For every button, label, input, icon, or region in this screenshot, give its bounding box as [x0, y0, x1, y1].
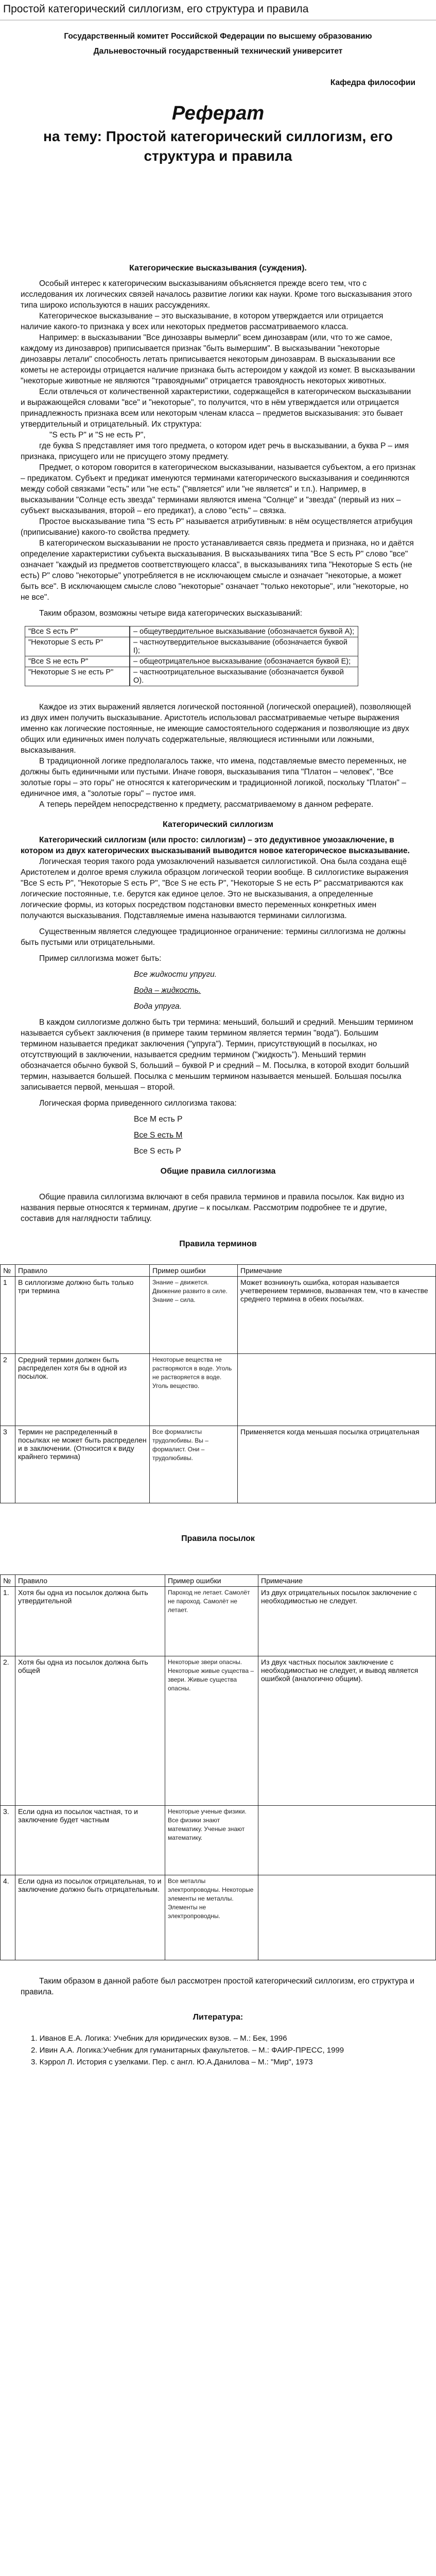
paragraph: Например: в высказывании "Все динозавры вымерли" всем динозаврам (или, что то же самое, каждому из динозавров) приписывается признак "быть вымершим". В высказывании "некоторые динозавры летали" способность летать приписывается некоторым динозаврам. В высказывании все кометы не астероиды отрицается наличие признака быть астероидом у каждой из комет. В высказывании "некоторые животные не являются "травоядными" отрицается травоядность некоторых животных.	[21, 333, 415, 385]
note-cell	[238, 1354, 436, 1426]
form-line: Все S есть P	[134, 1147, 181, 1156]
committee-line: Государственный комитет Российской Федерации по высшему образованию	[64, 32, 372, 41]
note-cell: Из двух отрицательных посылок заключение с необходимостью не следует.	[258, 1587, 436, 1656]
column-header: Примечание	[238, 1265, 436, 1277]
university-line: Дальневосточный государственный технический университет	[93, 47, 343, 56]
document-title: Реферат	[171, 103, 265, 124]
table-row	[1, 1806, 436, 1875]
example-cell: Пароход не летает. Самолёт не пароход. Самолёт не летает.	[165, 1587, 258, 1656]
kind-description: – общеотрицательное высказывание (обозначается буквой E);	[130, 656, 358, 667]
section-heading-rules: Общие правила силлогизма	[160, 1167, 276, 1176]
table-heading-premises: Правила посылок	[181, 1534, 255, 1543]
column-header: Пример ошибки	[165, 1575, 258, 1587]
rule-cell: Если одна из посылок отрицательная, то и заключение должно быть отрицательным.	[15, 1875, 165, 1960]
kind-description: – частноотрицательное высказывание (обозначается буквой O).	[130, 667, 358, 686]
table-header-row	[1, 1575, 436, 1587]
row-number: 3.	[1, 1806, 15, 1875]
form-line: Все M есть P	[134, 1115, 183, 1124]
row-number: 2.	[1, 1656, 15, 1806]
terms-rules-table	[0, 1264, 436, 1503]
paragraph: Если отвлечься от количественной характеристики, содержащейся в категорическом высказывании и выражающейся словами "все" и "некоторые", то получится, что в нём утверждается или отрицается принадлежность признака всем или некоторым членам класса – предметов высказывания: это бывает утвердительный и отрицательный. Их структура:	[21, 387, 411, 429]
literature-item: 1. Иванов Е.А. Логика: Учебник для юридических вузов. – М.: Бек, 1996	[31, 2034, 287, 2043]
paragraph: Логическая теория такого рода умозаключений называется силлогистикой. Она была создана ещё Аристотелем и долгое время служила образцом логической теории вообще. В силлогистике выражения "Все S есть P", "Некоторые S есть P", "Все S не есть P", "Некоторые S не есть P" рассматриваются как логические постоянные, т.е. берутся как единое целое. Это не высказывания, а определенные логические формы, из которых посредством подстановки вместо переменных конкретных имен получаются высказывания. Подставляемые имена называются терминами силлогизма.	[21, 857, 409, 920]
definition-paragraph: Категорический силлогизм (или просто: силлогизм) – это дедуктивное умозаключение, в котором из двух категорических высказываний выводится новое категорическое высказывание.	[21, 836, 410, 855]
header-title: Простой категорический силлогизм, его структура и правила	[3, 3, 309, 15]
table-row	[1, 1656, 436, 1806]
example-conclusion: Вода упруга.	[134, 1002, 182, 1011]
kind-form: "Некоторые S не есть P"	[25, 667, 130, 686]
table-row	[1, 1875, 436, 1960]
note-cell: Из двух частных посылок заключение с необходимостью не следует, и вывод является ошибкой (аналогично общим).	[258, 1656, 436, 1806]
paragraph: Таким образом, возможны четыре вида категорических высказываний:	[39, 609, 303, 618]
paragraph: Существенным является следующее традиционное ограничение: термины силлогизма не должны быть пустыми или отрицательными.	[21, 927, 406, 947]
paragraph: Логическая форма приведенного силлогизма такова:	[39, 1099, 237, 1108]
table-row	[25, 626, 358, 637]
column-header: Правило	[15, 1265, 150, 1277]
paragraph: Простое высказывание типа "S есть P" называется атрибутивным: в нём осуществляется атрибуция (приписывание) какого-то свойства предмету.	[21, 517, 413, 537]
rule-cell: Хотя бы одна из посылок должна быть общей	[15, 1656, 165, 1806]
row-number: 3	[1, 1426, 15, 1503]
note-cell	[258, 1875, 436, 1960]
paragraph: Каждое из этих выражений является логической постоянной (логической операцией), позволяющей из двух имен получить высказывание. Аристотель использовал рассматриваемые четыре выражения именно как логические постоянные, не имеющие самостоятельного содержания и позволяющие из двух общих или единичных имен получать содержательные, являющиеся истинными или ложными, высказывания.	[21, 703, 411, 755]
paragraph: Пример силлогизма может быть:	[39, 954, 162, 963]
table-row	[1, 1354, 436, 1426]
literature-heading: Литература:	[193, 2013, 243, 2022]
paragraph: Общие правила силлогизма включают в себя правила терминов и правила посылок. Как видно из названия первые относятся к терминам, другие – к посылкам. Рассмотрим подробнее те и другие, составив для наглядности таблицу.	[21, 1193, 405, 1223]
paragraph: В категорическом высказывании не просто устанавливается связь предмета и признака, но и даётся определение характеристики субъекта высказывания. В высказываниях типа "Все S есть P" слово "все" означает "каждый из предметов соответствующего класса", в высказываниях типа "Некоторые S есть (не есть) P" слово "некоторые" употребляется в не исключающем смысле и означает "некоторые, а может быть все". В исключающем смысле слово "некоторые" означает "только некоторые", или "некоторые, но не все".	[21, 539, 414, 602]
table-row	[25, 637, 358, 656]
row-number: 2	[1, 1354, 15, 1426]
paragraph: В каждом силлогизме должно быть три термина: меньший, больший и средний. Меньшим термином называется субъект заключения (в примере таким термином является термин "вода"). Большим термином называется предикат заключения ("упруга"). Термин, присутствующий в посылках, но отсутствующий в заключении, называется средним термином ("жидкость"). Меньший термин обозначается обычно буквой S, больший – буквой P и средний – M. Посылка, в которой входит больший термин, называется большей. Посылка с меньшим термином называется меньшей. Большая посылка записывается первой, меньшая – второй.	[21, 1018, 413, 1092]
paragraph: А теперь перейдем непосредственно к предмету, рассматриваемому в данном реферате.	[39, 800, 374, 809]
example-premise: Все жидкости упруги.	[134, 970, 217, 979]
conclusion-paragraph: Таким образом в данной работе был рассмотрен простой категорический силлогизм, его структура и правила.	[21, 1977, 415, 1996]
example-cell: Некоторые звери опасны. Некоторые живые существа – звери. Живые существа опасны.	[165, 1656, 258, 1806]
rule-cell: Средний термин должен быть распределен хотя бы в одной из посылок.	[15, 1354, 150, 1426]
table-row	[1, 1426, 436, 1503]
note-cell: Применяется когда меньшая посылка отрицательная	[238, 1426, 436, 1503]
premises-rules-table	[0, 1574, 436, 1960]
document-subtitle: на тему: Простой категорический силлогизм, его структура и правила	[43, 128, 393, 164]
example-cell: Все формалисты трудолюбивы. Вы – формалист. Они – трудолюбивы.	[150, 1426, 238, 1503]
section-heading-syllogism: Категорический силлогизм	[163, 820, 273, 829]
note-cell	[258, 1806, 436, 1875]
literature-item: 2. Ивин А.А. Логика:Учебник для гуманитарных факультетов. – М.: ФАИР-ПРЕСС, 1999	[31, 2046, 344, 2055]
table-row	[25, 667, 358, 686]
table-row	[25, 656, 358, 667]
section-heading-judgments: Категорические высказывания (суждения).	[129, 264, 307, 273]
form-line: Все S есть M	[134, 1131, 183, 1140]
page-header	[0, 0, 436, 21]
column-header: Примечание	[258, 1575, 436, 1587]
paragraph: Категорическое высказывание – это высказывание, в котором утверждается или отрицается наличие какого-то признака у всех или некоторых предметов рассматриваемого класса.	[21, 312, 383, 331]
row-number: 4.	[1, 1875, 15, 1960]
table-heading-terms: Правила терминов	[179, 1240, 257, 1248]
table-row	[1, 1277, 436, 1354]
table-row	[1, 1587, 436, 1656]
judgment-kinds-table	[25, 626, 358, 686]
rule-cell: Если одна из посылок частная, то и заключение будет частным	[15, 1806, 165, 1875]
example-cell: Некоторые вещества не растворяются в воде. Уголь не растворяется в воде. Уголь вещество.	[150, 1354, 238, 1426]
table-header-row	[1, 1265, 436, 1277]
column-header: Пример ошибки	[150, 1265, 238, 1277]
column-header: Правило	[15, 1575, 165, 1587]
paragraph: где буква S представляет имя того предмета, о котором идет речь в высказывании, а буква P – имя признака, присущего или не присущего этому предмету.	[21, 442, 409, 461]
column-header: №	[1, 1575, 15, 1587]
rule-cell: В силлогизме должно быть только три термина	[15, 1277, 150, 1354]
example-cell: Все металлы электропроводны. Некоторые элементы не металлы. Элементы не электропроводны.	[165, 1875, 258, 1960]
literature-item: 3. Кэррол Л. История с узелками. Пер. с англ. Ю.А.Данилова – М.: "Мир", 1973	[31, 2058, 313, 2066]
example-cell: Знание – движется. Движение развито в силе. Знание – сила.	[150, 1277, 238, 1354]
column-header: №	[1, 1265, 15, 1277]
paragraph: Предмет, о котором говорится в категорическом высказывании, называется субъектом, а его признак – предикатом. Субъект и предикат именуются терминами категорического высказывания и соединяются между собой связками "есть" или "не есть" ("является" или "не является" и т.п.). Например, в высказывании "Солнце есть звезда" терминами являются имена "Солнце" и "звезда" (первый из них – субъект высказывания, второй – его предикат), а слово "есть" – связка.	[21, 463, 415, 515]
example-cell: Некоторые ученые физики. Все физики знают математику. Ученые знают математику.	[165, 1806, 258, 1875]
department-line: Кафедра философии	[330, 78, 415, 87]
rule-cell: Хотя бы одна из посылок должна быть утвердительной	[15, 1587, 165, 1656]
kind-description: – частноутвердительное высказывание (обозначается буквой I);	[130, 637, 358, 656]
row-number: 1.	[1, 1587, 15, 1656]
paragraph: Особый интерес к категорическим высказываниям объясняется прежде всего тем, что с исследования их логических связей началось развитие логики как науки. Кроме того высказывания этого типа широко используются в наших рассуждениях.	[21, 279, 412, 310]
formula-line: "S есть P" и "S не есть P",	[49, 431, 146, 439]
example-premise: Вода – жидкость.	[134, 986, 201, 995]
kind-description: – общеутвердительное высказывание (обозначается буквой A);	[130, 626, 358, 637]
kind-form: "Некоторые S есть P"	[25, 637, 130, 656]
row-number: 1	[1, 1277, 15, 1354]
rule-cell: Термин не распределенный в посылках не может быть распределен и в заключении. (Относится к виду крайнего термина)	[15, 1426, 150, 1503]
note-cell: Может возникнуть ошибка, которая называется учетверением терминов, вызванная тем, что в качестве среднего термина в обеих посылках.	[238, 1277, 436, 1354]
kind-form: "Все S есть P"	[25, 626, 130, 637]
kind-form: "Все S не есть P"	[25, 656, 130, 667]
paragraph: В традиционной логике предполагалось также, что имена, подставляемые вместо переменных, не должны быть единичными или пустыми. Иначе говоря, высказывания типа "Платон – человек", "Все золотые горы – это горы" не относятся к категорическим и традиционной логикой, поскольку "Платон" – единичное имя, а "золотые горы" – пустое имя.	[21, 757, 407, 798]
